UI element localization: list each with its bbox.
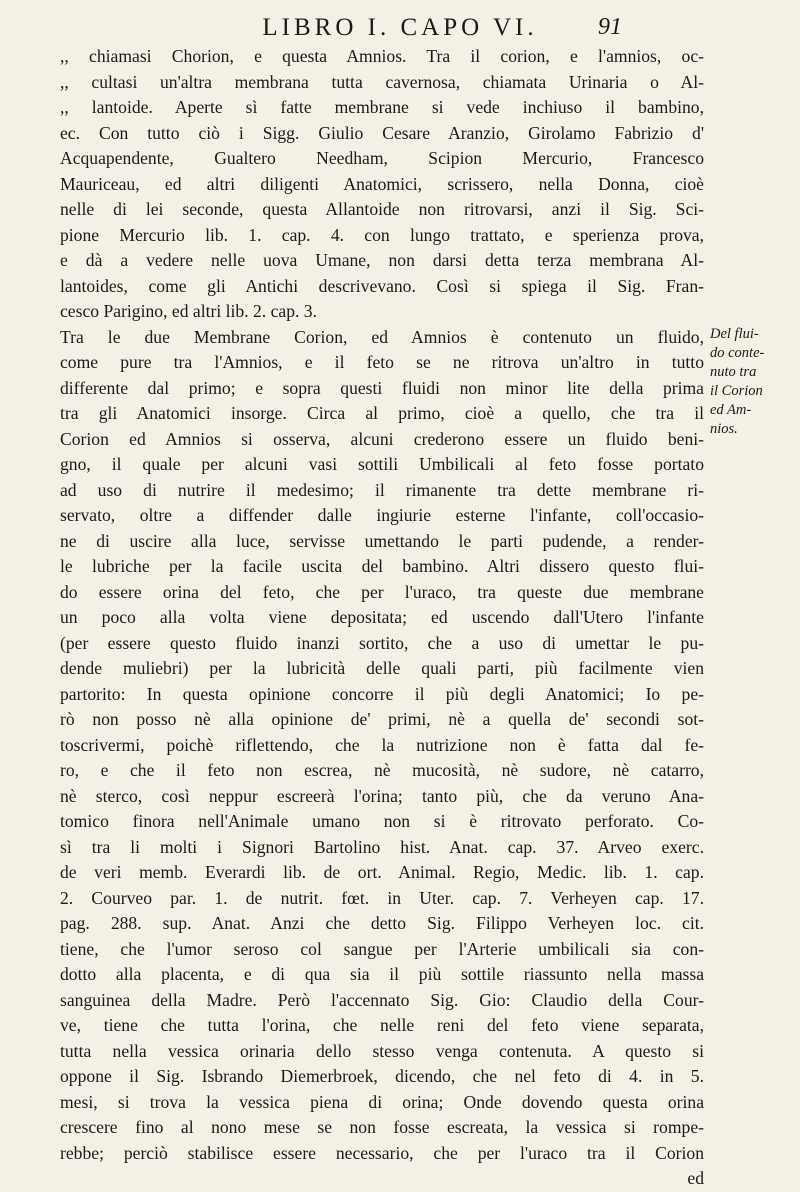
text-line: cesco Parigino, ed altri lib. 2. cap. 3. (60, 301, 317, 321)
margin-note-line: il Corion (710, 383, 763, 399)
margin-note-line: nios. (710, 421, 738, 437)
text-line: ad uso di nutrire il medesimo; il rimanente tra dette membrane ri- (60, 479, 704, 500)
text-line: e dà a vedere nelle uova Umane, non darsi detta terza membrana Al- (60, 250, 704, 270)
text-line: Acquapendente, Gualtero Needham, Scipion Mercurio, Francesco (60, 148, 704, 168)
text-line: ec. Con tutto ciò i Sigg. Giulio Cesare Aranzio, Girolamo Fabrizio d' (60, 122, 704, 143)
text-line: pag. 288. sup. Anat. Anzi che detto Sig. Filippo Verheyen loc. cit. (60, 913, 704, 933)
text-line: ed (687, 1168, 704, 1188)
text-line: servato, oltre a diffender dalle ingiurie esterne l'infante, coll'occasio- (60, 505, 704, 525)
text-line: partorito: In questa opinione concorre il più degli Anatomici; Io pe- (60, 683, 704, 704)
text-line: ,, chiamasi Chorion, e questa Amnios. Tra il corion, e l'amnios, oc- (60, 46, 704, 66)
text-line: un poco alla volta viene depositata; ed uscendo dall'Utero l'infante (60, 607, 704, 627)
text-line: ro, e che il feto non escrea, nè mucosità, nè sudore, nè catarro, (60, 760, 704, 780)
text-line: tutta nella vessica orinaria dello stesso venga contenuta. A questo si (60, 1040, 704, 1061)
text-line: dende muliebri) per la lubricità delle quali parti, più facilmente vien (60, 658, 704, 678)
text-line: differente dal primo; e sopra questi fluidi non minor lite della prima (60, 377, 704, 398)
text-line: toscrivermi, poichè riflettendo, che la nutrizione non è fatta dal fe- (60, 734, 704, 755)
text-line: tiene, che l'umor seroso col sangue per l'Arterie umbilicali sia con- (60, 938, 704, 959)
text-line: ,, cultasi un'altra membrana tutta cavernosa, chiamata Urinaria o Al- (60, 71, 704, 92)
text-line: tomico finora nell'Animale umano non si è ritrovato perforato. Co- (60, 811, 704, 831)
text-line: ,, lantoide. Aperte sì fatte membrane si vede inchiuso il bambino, (60, 97, 704, 117)
text-line: nelle di lei seconde, questa Allantoide non ritrovarsi, anzi il Sig. Sci- (60, 199, 704, 219)
text-line: pione Mercurio lib. 1. cap. 4. con lungo trattato, e sperienza prova, (60, 224, 704, 245)
margin-note-line: Del flui- (710, 326, 759, 342)
text-line: oppone il Sig. Isbrando Diemerbroek, dicendo, che nel feto di 4. in 5. (60, 1066, 704, 1086)
text-line: Tra le due Membrane Corion, ed Amnios è contenuto un fluido, (60, 326, 704, 347)
text-line: rò non posso nè alla opinione de' primi, nè a quella de' secondi sot- (60, 709, 704, 729)
text-line: sanguinea della Madre. Però l'accennato Sig. Gio: Claudio della Cour- (60, 989, 704, 1010)
page-number: 91 (598, 14, 622, 40)
text-line: de veri memb. Everardi lib. de ort. Animal. Regio, Medic. lib. 1. cap. (60, 862, 704, 882)
text-line: Mauriceau, ed altri diligenti Anatomici, scrissero, nella Donna, cioè (60, 173, 704, 194)
text-line: mesi, si trova la vessica piena di orina; Onde dovendo questa orina (60, 1091, 704, 1112)
text-line: crescere fino al nono mese se non fosse escreata, la vessica si rompe- (60, 1117, 704, 1137)
text-line: come pure tra l'Amnios, e il feto se ne ritrova un'altro in tutto (60, 352, 704, 372)
running-head (0, 14, 800, 48)
running-title: LIBRO I. CAPO VI. (262, 14, 538, 41)
text-line: ne di uscire alla luce, servisse umettando le parti pudende, a render- (60, 530, 704, 551)
margin-note-line: ed Am- (710, 402, 752, 418)
text-line: Corion ed Amnios si osserva, alcuni crederono essere un fluido beni- (60, 428, 704, 449)
text-line: le lubriche per la facile uscita del bambino. Altri dissero questo flui- (60, 556, 704, 576)
text-line: tra gli Anatomici insorge. Circa al primo, cioè a quello, che tra il (60, 403, 704, 423)
text-line: (per essere questo fluido inanzi sortito, che a uso di umettar le pu- (60, 632, 704, 653)
text-line: dotto alla placenta, e di qua sia il più sottile riassunto nella massa (60, 964, 704, 984)
text-line: lantoides, come gli Antichi descrivevano. Così si spiega il Sig. Fran- (60, 275, 704, 296)
text-line: sì tra li molti i Signori Bartolino hist. Anat. cap. 37. Arveo exerc. (60, 836, 704, 857)
text-line: do essere orina del feto, che per l'uraco, tra queste due membrane (60, 581, 704, 602)
margin-note (710, 325, 796, 439)
text-line: gno, il quale per alcuni vasi sottili Umbilicali al feto fosse portato (60, 454, 704, 474)
text-line: nè sterco, così neppur escreerà l'orina; tanto più, che da veruno Ana- (60, 785, 704, 806)
body-text (60, 44, 704, 1192)
margin-note-line: do conte- (710, 345, 765, 361)
margin-note-line: nuto tra (710, 364, 757, 380)
text-line: 2. Courveo par. 1. de nutrit. fœt. in Uter. cap. 7. Verheyen cap. 17. (60, 887, 704, 908)
text-line: ve, tiene che tutta l'orina, che nelle reni del feto viene separata, (60, 1015, 704, 1035)
text-line: rebbe; perciò stabilisce essere necessario, che per l'uraco tra il Corion (60, 1142, 704, 1163)
